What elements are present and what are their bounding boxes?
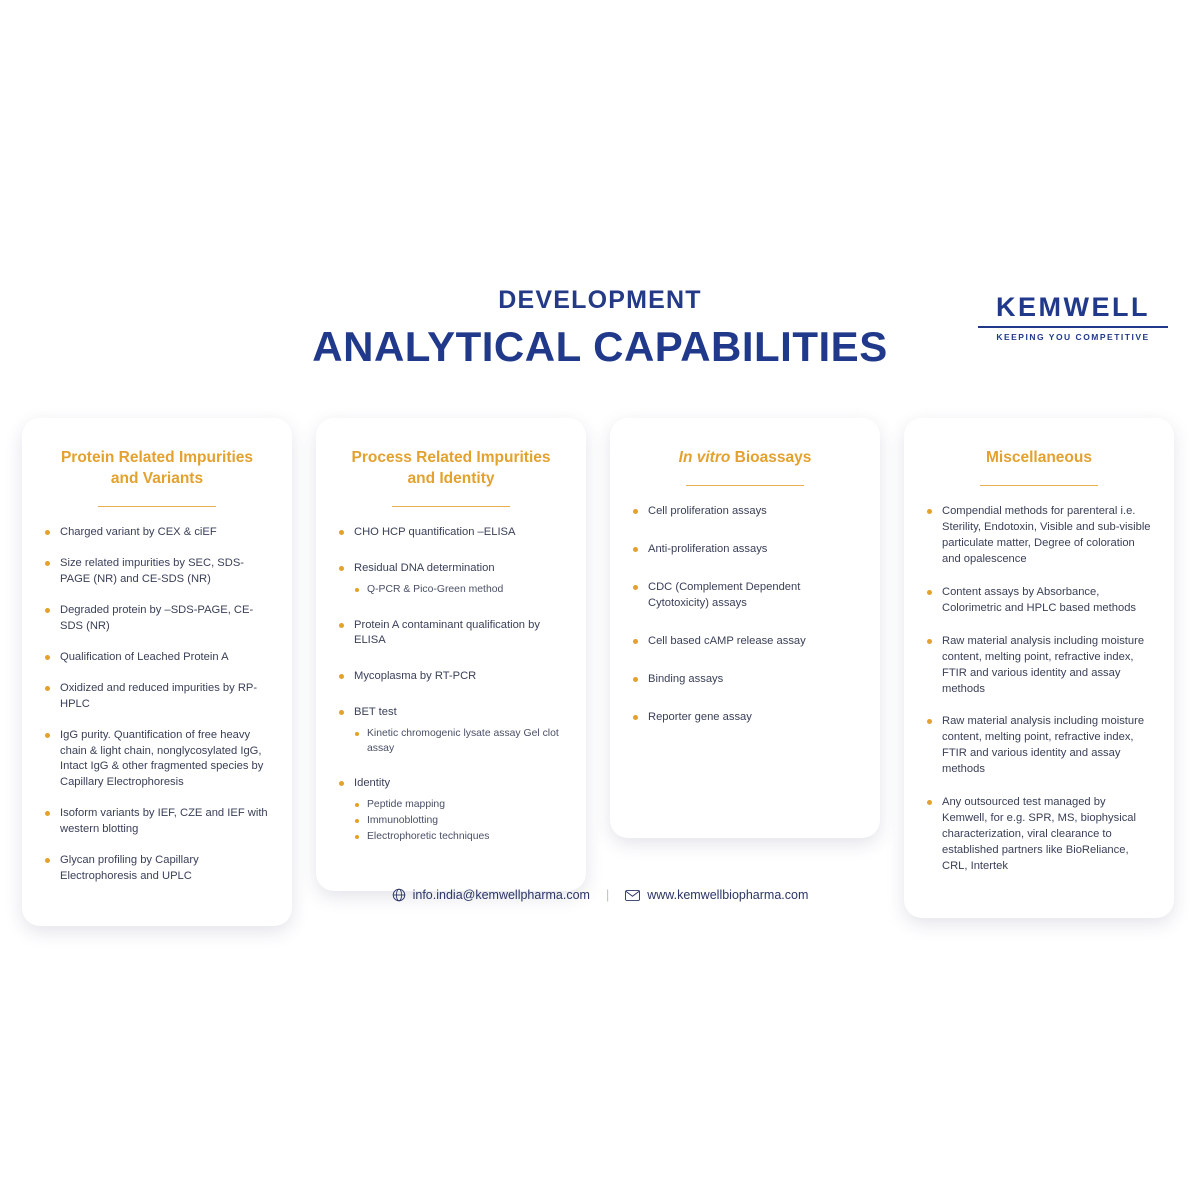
- footer-separator: |: [605, 888, 610, 902]
- list-item: [338, 776, 564, 845]
- list-item: [926, 585, 1152, 617]
- sub-item-list: [354, 583, 564, 597]
- list-item: [44, 806, 270, 838]
- card-title-divider: [98, 506, 216, 508]
- card-title-divider: [686, 485, 804, 487]
- list-item: [44, 853, 270, 885]
- list-item: [44, 556, 270, 588]
- page-title: ANALYTICAL CAPABILITIES: [312, 323, 888, 370]
- list-item-text: Mycoplasma by RT-PCR: [354, 670, 477, 683]
- capability-cards: [16, 418, 1184, 926]
- header-kicker: DEVELOPMENT: [498, 286, 702, 314]
- card-title-divider: [392, 506, 510, 508]
- logo-divider: [978, 326, 1168, 328]
- list-item: [44, 603, 270, 635]
- list-item: [632, 580, 858, 612]
- list-item: [44, 728, 270, 792]
- sub-item-list: [354, 727, 564, 756]
- card-item-list: [926, 504, 1152, 874]
- logo-tagline: KEEPING YOU COMPETITIVE: [996, 332, 1150, 342]
- list-item: [338, 618, 564, 650]
- card-miscellaneous: [904, 418, 1174, 918]
- sub-list-item: Q-PCR & Pico-Green method: [354, 583, 564, 597]
- list-item-text: Raw material analysis including moisture content, melting point, refractive index, FTIR and various identity and assay methods: [942, 634, 1145, 695]
- list-item-text: Content assays by Absorbance, Colorimetric and HPLC based methods: [942, 586, 1137, 614]
- sub-list-item: Immunoblotting: [354, 814, 564, 828]
- footer-contact: [0, 888, 1200, 902]
- list-item-text: Any outsourced test managed by Kemwell, for e.g. SPR, MS, biophysical characterization, viral clearance to established partners like BioReliance, CRL, Intertek: [942, 796, 1136, 872]
- list-item-text: Degraded protein by –SDS-PAGE, CE-SDS (NR): [60, 604, 254, 632]
- card-item-list: [44, 525, 270, 885]
- mail-icon: [625, 890, 640, 901]
- footer-website[interactable]: [625, 888, 808, 902]
- list-item-text: Anti-proliferation assays: [648, 543, 768, 556]
- list-item: [44, 525, 270, 541]
- list-item: [926, 714, 1152, 778]
- list-item-text: CDC (Complement Dependent Cytotoxicity) assays: [648, 581, 801, 610]
- footer-website-text: www.kemwellbiopharma.com: [647, 888, 809, 902]
- list-item-text: Binding assays: [648, 672, 724, 685]
- list-item-text: Protein A contaminant qualification by ELISA: [354, 618, 540, 647]
- list-item: [44, 650, 270, 666]
- list-item-text: Glycan profiling by Capillary Electrophoresis and UPLC: [60, 854, 199, 882]
- list-item: [632, 542, 858, 558]
- list-item-text: Raw material analysis including moisture content, melting point, refractive index, FTIR and various identity and assay methods: [942, 715, 1145, 776]
- list-item-text: Qualification of Leached Protein A: [60, 650, 229, 663]
- list-item-text: Size related impurities by SEC, SDS-PAGE (NR) and CE-SDS (NR): [60, 557, 245, 586]
- list-item: [926, 795, 1152, 875]
- footer-email-text: info.india@kemwellpharma.com: [412, 888, 590, 902]
- card-title: Miscellaneous: [986, 449, 1092, 466]
- card-item-list: [632, 504, 858, 725]
- list-item-text: Cell proliferation assays: [648, 505, 767, 518]
- card-in-vitro-bioassays: [610, 418, 880, 838]
- list-item: [632, 710, 858, 726]
- sub-list-item: Kinetic chromogenic lysate assay Gel clot assay: [354, 727, 564, 756]
- globe-icon: [392, 888, 406, 902]
- card-item-list: [338, 525, 564, 845]
- card-process-related-impurities: [316, 418, 586, 891]
- list-item-text: IgG purity. Quantification of free heavy chain & light chain, nonglycosylated IgG, Intact IgG & other fragmented species by Capillary Electrophoresis: [60, 728, 264, 789]
- list-item-text: Isoform variants by IEF, CZE and IEF with western blotting: [60, 807, 268, 836]
- card-title: Protein Related Impurities and Variants: [60, 449, 254, 487]
- list-item: [926, 504, 1152, 568]
- sub-item-list: [354, 798, 564, 845]
- list-item-text: Charged variant by CEX & ciEF: [60, 526, 217, 539]
- list-item: [632, 634, 858, 650]
- card-title: In vitro Bioassays: [678, 449, 812, 466]
- list-item-text: Residual DNA determination: [354, 562, 495, 575]
- list-item-text: Identity: [354, 776, 391, 789]
- logo-brand-text: KEMWELL: [996, 292, 1150, 322]
- list-item: [338, 669, 564, 685]
- list-item-text: Compendial methods for parenteral i.e. Sterility, Endotoxin, Visible and sub-visible particulate matter, Degree of coloration and opalescence: [942, 505, 1151, 566]
- list-item: [926, 634, 1152, 698]
- sub-list-item: Peptide mapping: [354, 798, 564, 812]
- list-item: [338, 705, 564, 756]
- list-item: [632, 672, 858, 688]
- list-item: [338, 525, 564, 541]
- sub-list-item: Electrophoretic techniques: [354, 830, 564, 844]
- list-item-text: CHO HCP quantification –ELISA: [354, 526, 516, 539]
- kemwell-logo: [978, 294, 1168, 342]
- list-item: [632, 504, 858, 520]
- card-title-divider: [980, 485, 1098, 487]
- list-item-text: Cell based cAMP release assay: [648, 635, 806, 648]
- list-item-text: BET test: [354, 706, 397, 719]
- card-protein-related-impurities: [22, 418, 292, 926]
- list-item: [44, 681, 270, 713]
- card-title: Process Related Impurities and Identity: [351, 449, 551, 487]
- list-item-text: Oxidized and reduced impurities by RP-HPLC: [60, 681, 258, 710]
- list-item: [338, 561, 564, 597]
- footer-email[interactable]: [392, 888, 590, 902]
- list-item-text: Reporter gene assay: [648, 710, 752, 723]
